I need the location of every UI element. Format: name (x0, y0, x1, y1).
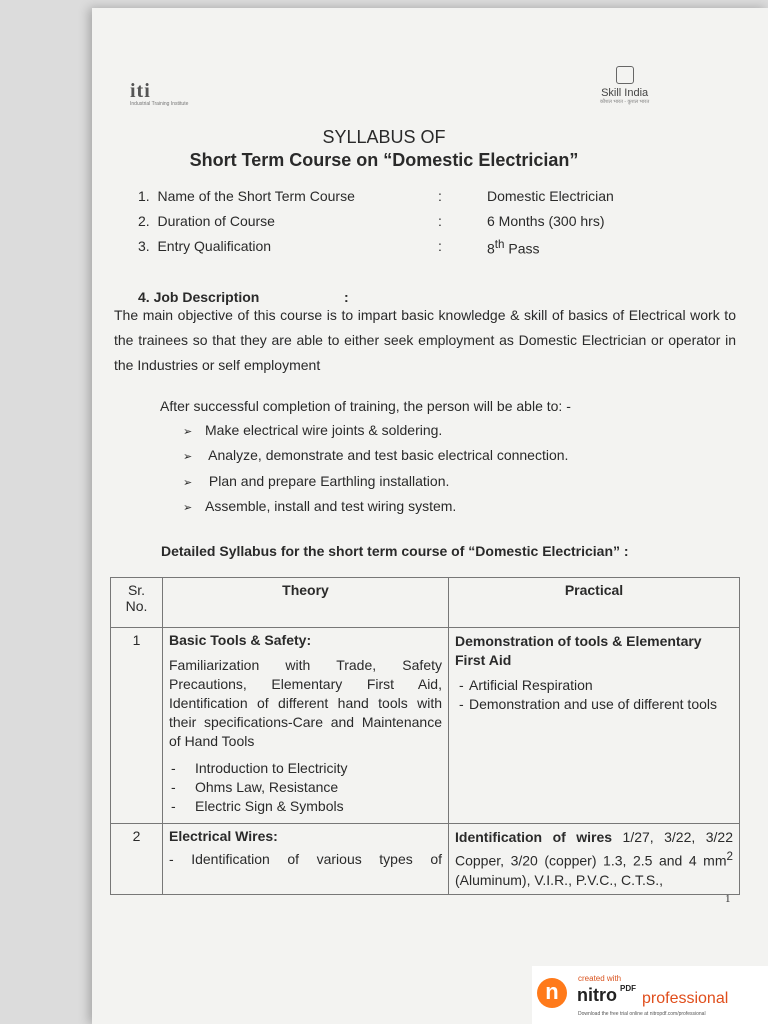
arrow-bullet-icon: ➢ (183, 426, 193, 438)
row-sr: 2 (111, 824, 163, 895)
practical-title: Demonstration of tools & Elementary First Aid (455, 633, 702, 668)
list-item: - Electric Sign & Symbols (169, 797, 442, 816)
skill-india-icon (616, 66, 634, 84)
row-practical (449, 824, 740, 895)
row-theory (163, 628, 449, 824)
info-sep: : (438, 213, 442, 229)
practical-list (455, 676, 733, 714)
table-row (111, 628, 740, 824)
info-label: Name of the Short Term Course (157, 188, 355, 204)
nitro-brand: nitro (577, 985, 617, 1005)
nitro-edition: professional (642, 990, 729, 1007)
outcome-text: Plan and prepare Earthling installation. (205, 473, 450, 489)
info-row (0, 188, 768, 208)
list-item: - Ohms Law, Resistance (169, 778, 442, 797)
practical-sup: 2 (726, 850, 733, 863)
practical-title: Identification of wires (455, 829, 613, 845)
info-num: 3. (138, 238, 150, 254)
outcome-item (183, 473, 449, 489)
doc-title-line1: SYLLABUS OF (322, 127, 446, 147)
practical-text: 1/27, 3/22, 3/22 Copper, 3/20 (copper) 1.3, 2.5 and 4 mm (455, 829, 733, 869)
theory-title: Electrical Wires: (169, 828, 278, 844)
list-item: - Demonstration and use of different tools (455, 695, 733, 714)
row-practical (449, 628, 740, 824)
info-num: 2. (138, 213, 150, 229)
outcome-text: Make electrical wire joints & soldering. (205, 422, 443, 438)
info-value-suffix: Pass (504, 240, 540, 257)
row-theory (163, 824, 449, 895)
nitro-pdf-label: PDF (620, 984, 636, 993)
info-value: Domestic Electrician (487, 188, 614, 204)
list-item: - Artificial Respiration (455, 676, 733, 695)
theory-text: Familiarization with Trade, Safety Precautions, Elementary First Aid, Identification of different hand tools with their specifications-Care and Maintenance of Hand Tools (169, 657, 442, 749)
theory-text: - Identification of various types of (169, 851, 442, 867)
nitro-logo-icon: n (537, 978, 567, 1008)
arrow-bullet-icon: ➢ (183, 477, 193, 489)
detailed-syllabus-heading: Detailed Syllabus for the short term course of “Domestic Electrician” : (161, 543, 629, 559)
job-description-paragraph: The main objective of this course is to impart basic knowledge & skill of basics of Electrical work to the trainees so that they are able to either seek employment as Domestic Electrician or operator in the Industries or self employment (114, 307, 736, 373)
info-num: 1. (138, 188, 150, 204)
theory-list (169, 759, 442, 816)
outcome-item (183, 498, 456, 514)
header-theory: Theory (163, 578, 449, 628)
info-value-sup: th (494, 238, 505, 251)
theory-title: Basic Tools & Safety: (169, 632, 312, 648)
iti-logo-subtitle: Industrial Training Institute (130, 101, 189, 107)
outcome-item (183, 447, 568, 463)
info-sep: : (438, 238, 442, 254)
table-row (111, 824, 740, 895)
list-item: - Introduction to Electricity (169, 759, 442, 778)
nitro-created-text: created with (578, 974, 622, 983)
job-description-heading: 4. Job Description (138, 289, 260, 305)
outcome-text: Assemble, install and test wiring system. (205, 498, 457, 514)
row-sr: 1 (111, 628, 163, 824)
info-value: 8 (487, 240, 495, 257)
practical-text-cont: (Aluminum), V.I.R., P.V.C., C.T.S., (455, 871, 663, 888)
page-number: 1 (725, 893, 731, 905)
job-description-colon: : (344, 289, 349, 305)
info-label: Duration of Course (157, 213, 275, 229)
iti-logo (130, 80, 188, 107)
arrow-bullet-icon: ➢ (183, 502, 193, 514)
skill-india-name: Skill India (601, 87, 649, 99)
outcome-item (183, 422, 442, 438)
info-row (0, 238, 768, 258)
header-practical: Practical (449, 578, 740, 628)
arrow-bullet-icon: ➢ (183, 451, 193, 463)
nitro-watermark (532, 966, 768, 1024)
outcome-text: Analyze, demonstrate and test basic electrical connection. (205, 447, 569, 463)
iti-logo-mark: iti (130, 80, 151, 102)
info-label: Entry Qualification (157, 238, 272, 254)
syllabus-table (110, 577, 740, 895)
doc-title-line2: Short Term Course on “Domestic Electrician” (189, 150, 579, 170)
info-row (0, 213, 768, 233)
outcomes-intro: After successful completion of training, the person will be able to: - (160, 398, 571, 414)
info-sep: : (438, 188, 442, 204)
nitro-download-text: Download the free trial online at nitropdf.com/professional (578, 1011, 706, 1017)
info-value: 6 Months (300 hrs) (487, 213, 605, 229)
skill-india-subtitle: कौशल भारत - कुशल भारत (600, 99, 650, 105)
skill-india-logo (600, 66, 649, 105)
header-sr-no: Sr. No. (111, 578, 163, 628)
table-header-row (111, 578, 740, 628)
